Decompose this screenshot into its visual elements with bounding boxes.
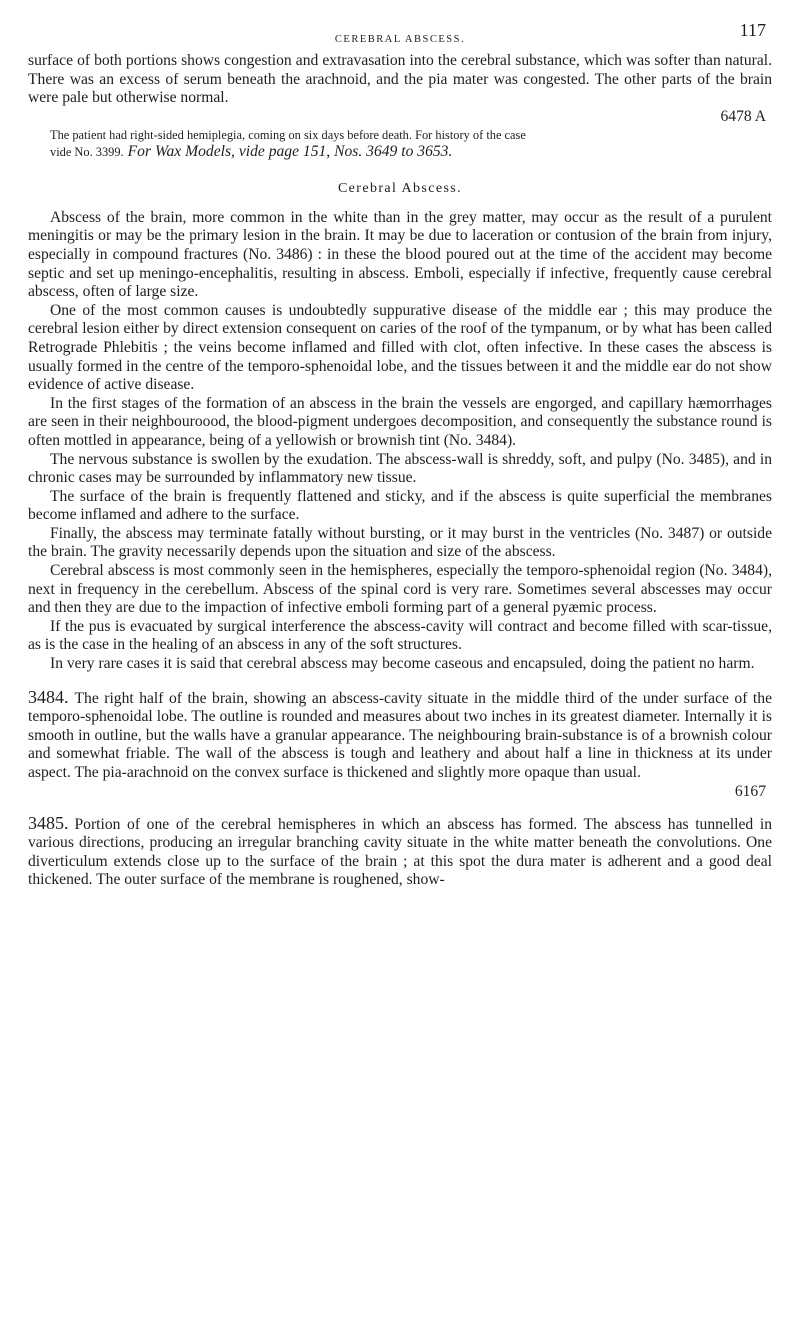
specimen-text: The right half of the brain, showing an abscess-cavity situate in the middle third of the under surface of the temporo-sphenoidal lobe. The outline is rounded and measures about two inches in its greatest diameter. Internally it is smooth in outline, but the walls have a granular appearance. The neighbouring brain-substance is of a brownish colour and somewhat friable. The wall of the abscess is tough and leathery and about half a line in thickness at its under aspect. The pia-arachnoid on the convex surface is thickened and slightly more opaque than usual. [28, 689, 772, 781]
accession-number: 6478 A [720, 107, 766, 125]
book-page [28, 0, 772, 1340]
accession-number: 6167 [734, 782, 766, 800]
body-paragraph: Finally, the abscess may terminate fatally without bursting, or it may burst in the ventricles (No. 3487) or outside the brain. The gravity necessarily depends upon the situation and size of the abscess. [28, 524, 772, 561]
body-paragraph: In very rare cases it is said that cerebral abscess may become caseous and encapsuled, doing the patient no harm. [50, 655, 755, 673]
running-head [28, 0, 772, 52]
running-title: CEREBRAL ABSCESS. [334, 34, 466, 45]
specimen-text: Portion of one of the cerebral hemispheres in which an abscess has formed. The abscess has tunnelled in various directions, producing an irregular branching cavity situate in the white matter beneath the convolutions. One diverticulum extends close up to the surface of the brain ; at this spot the dura mater is adherent and a good deal thickened. The outer surface of the membrane is roughened, show- [28, 815, 772, 889]
specimen-entry [28, 688, 772, 800]
body-paragraph: One of the most common causes is undoubtedly suppurative disease of the middle ear ; this may produce the cerebral lesion either by direct extension consequent on caries of the roof of the tympanum, or by what has been called Retrograde Phlebitis ; the veins become inflamed and filled with clot, often infective. In these cases the abscess is usually formed in the centre of the temporo-sphenoidal lobe, and the tissues between it and the middle ear do not show evidence of active disease. [28, 301, 772, 394]
specimen-entry [28, 814, 772, 890]
body-paragraph: Cerebral abscess is most commonly seen in the hemispheres, especially the temporo-sphenoidal region (No. 3484), next in frequency in the cerebellum. Abscess of the spinal cord is very rare. Sometimes several abscesses may occur and then they are due to the impaction of infective emboli forming part of a general pyæmic process. [28, 562, 772, 617]
specimen-number: 3485. [28, 812, 69, 833]
body-paragraph: The surface of the brain is frequently flattened and sticky, and if the abscess is quite superficial the membranes become inflamed and adhere to the surface. [28, 487, 772, 524]
body-paragraph: The nervous substance is swollen by the exudation. The abscess-wall is shreddy, soft, and pulpy (No. 3485), and in chronic cases may be surrounded by inflammatory new tissue. [28, 450, 772, 487]
specimen-number: 3484. [28, 686, 69, 707]
section-title: Cerebral Abscess. [337, 180, 463, 196]
cross-reference [28, 143, 772, 161]
history-note: The patient had right-sided hemiplegia, coming on six days before death. For history of the case [50, 127, 526, 142]
opening-paragraph: surface of both portions shows congestion and extravasation into the cerebral substance, which was softer than natural. There was an excess of serum beneath the arachnoid, and the pia mater was congested. The other parts of the brain were pale but otherwise normal. [28, 52, 772, 107]
vide-reference: vide No. 3399. [50, 144, 124, 159]
body-paragraph: In the first stages of the formation of an abscess in the brain the vessels are engorged, and capillary hæmorrhages are seen in their neighbouroood, the blood-pigment undergoes decomposition, and consequently the substance round is often mottled in appearance, being of a yellowish or brownish tint (No. 3484). [28, 394, 772, 449]
page-number: 117 [739, 20, 766, 40]
wax-models-reference: For Wax Models, vide page 151, Nos. 3649 to 3653. [127, 142, 453, 160]
specimen-description [28, 814, 772, 890]
specimen-description [28, 688, 772, 783]
body-paragraph: Abscess of the brain, more common in the white than in the grey matter, may occur as the result of a purulent meningitis or may be the primary lesion in the brain. It may be due to laceration or contusion of the brain from injury, especially in compound fractures (No. 3486) : in these the blood poured out at the time of the accident may become septic and set up meningo-encephalitis, resulting in abscess. Emboli, especially if infective, frequently cause cerebral abscess, often of large size. [28, 208, 772, 301]
body-paragraph: If the pus is evacuated by surgical interference the abscess-cavity will contract and become filled with scar-tissue, as is the case in the healing of an abscess in any of the soft structures. [28, 617, 772, 654]
